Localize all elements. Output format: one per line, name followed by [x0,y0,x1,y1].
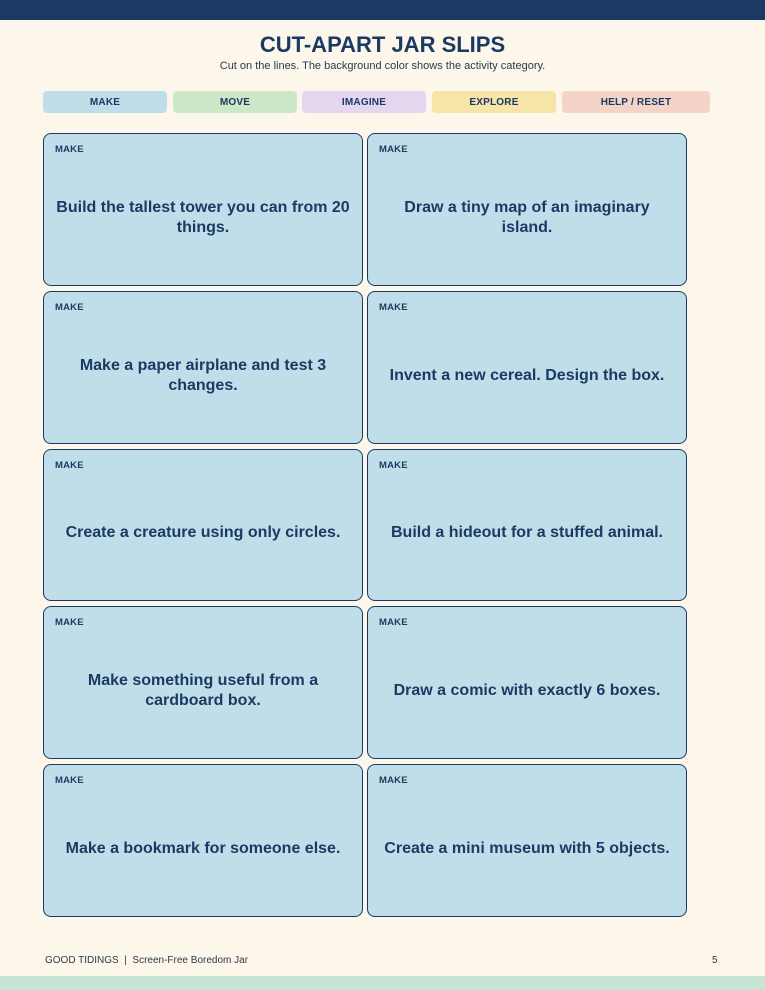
page-number: 5 [712,955,718,966]
slip-category: MAKE [379,460,408,471]
jar-slip [367,291,687,444]
legend-chip-make: MAKE [43,91,167,113]
slip-category: MAKE [55,617,84,628]
slip-category: MAKE [55,302,84,313]
slip-category: MAKE [379,617,408,628]
jar-slip [43,764,363,917]
slip-category: MAKE [379,775,408,786]
legend-chip-help-reset: HELP / RESET [562,91,710,113]
jar-slip [367,133,687,286]
slip-activity: Build the tallest tower you can from 20 things. [56,198,350,236]
jar-slip [367,606,687,759]
page-subtitle: Cut on the lines. The background color shows the activity category. [219,60,546,72]
slip-activity: Create a creature using only circles. [65,524,341,541]
slip-category: MAKE [379,144,408,155]
jar-slip [43,449,363,601]
slip-activity: Make a bookmark for someone else. [65,839,341,857]
jar-slip [43,606,363,759]
legend-chip-move: MOVE [173,91,297,113]
footer-title: GOOD TIDINGS | Screen-Free Boredom Jar [45,955,249,966]
jar-slip [43,133,363,286]
page-title: CUT-APART JAR SLIPS [259,32,506,57]
jar-slip [43,291,363,444]
legend-chip-imagine: IMAGINE [302,91,426,113]
slip-activity: Draw a comic with exactly 6 boxes. [393,681,661,699]
slip-activity: Make a paper airplane and test 3 changes. [79,356,327,394]
slip-category: MAKE [55,144,84,155]
category-legend [0,91,765,113]
slip-category: MAKE [55,460,84,471]
top-bar [0,0,765,20]
slip-activity: Invent a new cereal. Design the box. [389,366,665,384]
slip-activity: Make something useful from a cardboard box. [87,671,319,709]
slip-category: MAKE [379,302,408,313]
slip-activity: Draw a tiny map of an imaginary island. [404,198,650,236]
slip-category: MAKE [55,775,84,786]
jar-slip [367,764,687,917]
jar-slip [367,449,687,601]
legend-chip-explore: EXPLORE [432,91,556,113]
slip-activity: Create a mini museum with 5 objects. [384,839,670,857]
bottom-bar [0,976,765,990]
slip-activity: Build a hideout for a stuffed animal. [390,524,663,541]
